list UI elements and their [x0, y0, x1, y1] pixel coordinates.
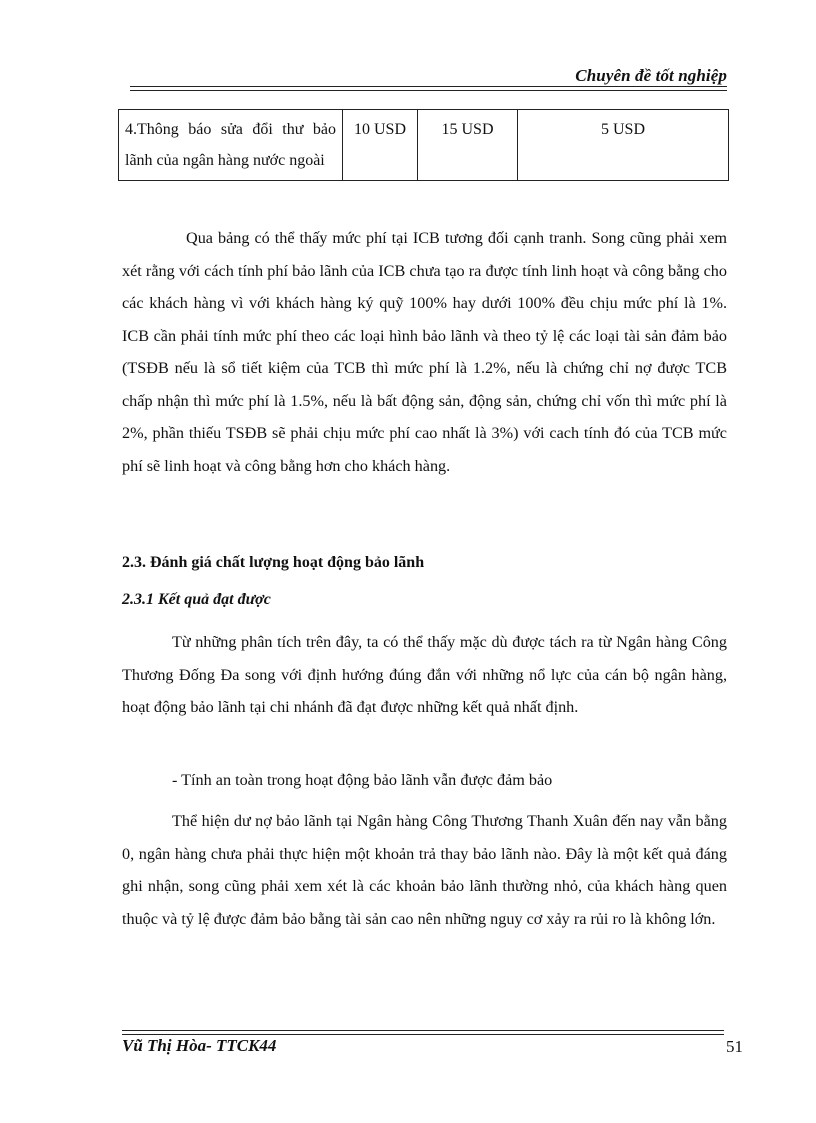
footer-author: Vũ Thị Hòa- TTCK44 [122, 1036, 277, 1055]
table-row [119, 110, 729, 181]
paragraph-guarantee-debt: Thể hiện dư nợ bảo lãnh tại Ngân hàng Công Thương Thanh Xuân đến nay vẫn bằng 0, ngân hàng chưa phải thực hiện một khoản trả thay bảo lãnh nào. Đây là một kết quả đáng ghi nhận, song cũng phải xem xét là các khoản bảo lãnh thường nhỏ, của khách hàng quen thuộc và tỷ lệ được đảm bảo bằng tài sản cao nên những nguy cơ xảy ra rủi ro là không lớn. [122, 812, 727, 928]
page-number: 51 [726, 1037, 743, 1056]
section-heading: 2.3. Đánh giá chất lượng hoạt động bảo lãnh [122, 554, 425, 571]
table-cell-fee-1: 10 USD [343, 110, 418, 181]
paragraph-fee-analysis: Qua bảng có thể thấy mức phí tại ICB tương đối cạnh tranh. Song cũng phải xem xét rằng với cách tính phí bảo lãnh của ICB chưa tạo ra được tính linh hoạt và công bằng cho các khách hàng vì với khách hàng ký quỹ 100% hay dưới 100% đều chịu mức phí là 1%. ICB cần phải tính mức phí theo các loại hình bảo lãnh và theo tỷ lệ các loại tài sản đảm bảo (TSĐB nếu là sổ tiết kiệm của TCB thì mức phí là 1.2%, nếu là chứng chỉ nợ được TCB chấp nhận thì mức phí là 1.5%, nếu là bất động sản, động sản, chứng chỉ vốn thì mức phí là 2%, phần thiếu TSĐB sẽ phải chịu mức phí cao nhất là 3%) với cach tính đó của TCB mức phí sẽ linh hoạt và công bằng hơn cho khách hàng. [122, 229, 727, 475]
footer-rule-bottom [122, 1034, 724, 1035]
bullet-safety: - Tính an toàn trong hoạt động bảo lãnh vẫn được đảm bảo [172, 771, 553, 789]
header-rule-bottom [130, 90, 727, 91]
header-rule-top [130, 86, 727, 87]
table-cell-fee-2: 15 USD [418, 110, 518, 181]
table-cell-fee-3: 5 USD [518, 110, 729, 181]
paragraph-results: Từ những phân tích trên đây, ta có thể thấy mặc dù được tách ra từ Ngân hàng Công Thương Đống Đa song với định hướng đúng đắn với những nổ lực của cán bộ ngân hàng, hoạt động bảo lãnh tại chi nhánh đã đạt được những kết quả nhất định. [122, 633, 727, 716]
fee-table [118, 109, 729, 181]
subsection-heading: 2.3.1 Kết quả đạt được [122, 591, 271, 608]
footer-rule-top [122, 1030, 724, 1031]
table-cell-service: 4.Thông báo sửa đổi thư bảo lãnh của ngân hàng nước ngoài [119, 110, 343, 181]
header-title: Chuyên đề tốt nghiệp [575, 66, 727, 85]
